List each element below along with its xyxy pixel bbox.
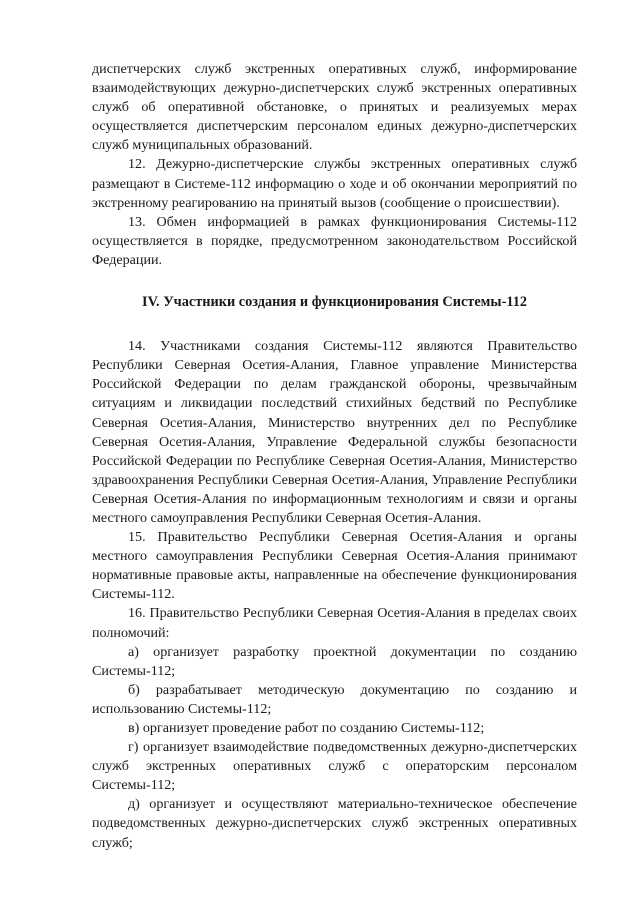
section-heading: IV. Участники создания и функционирования Системы-112	[142, 294, 527, 311]
list-item-a: а) организует разработку проектной документации по созданию Системы-112;	[92, 643, 577, 679]
list-item-d: д) организует и осуществляют материально-техническое обеспечение подведомственных дежурно-диспетчерских служб экстренных оперативных служб;	[92, 796, 577, 851]
paragraph-continuation: диспетчерских служб экстренных оперативных служб, информирование взаимодействующих дежурно-диспетчерских служб экстренных оперативных служб об оперативной обстановке, о принятых и реализуемых мерах осуществляется диспетчерским персоналом единых дежурно-диспетчерских служб муниципальных образований.	[92, 61, 577, 154]
paragraph-13: 13. Обмен информацией в рамках функционирования Системы-112 осуществляется в порядке, предусмотренном законодательством Российской Федерации.	[92, 213, 577, 268]
list-item-v: в) организует проведение работ по созданию Системы-112;	[128, 720, 485, 736]
paragraph-14: 14. Участниками создания Системы-112 являются Правительство Республики Северная Осетия-Алания, Главное управление Министерства Российской Федерации по делам гражданской обороны, чрезвычайным ситуациям и ликвидации последствий стихийных бедствий по Республике Северная Осетия-Алания, Министерство внутренних дел по Республике Северная Осетия-Алания, Управление Федеральной службы безопасности Российской Федерации по Республике Северная Осетия-Алания, Министерство здравоохранения Республики Северная Осетия-Алания, Управление Республики Северная Осетия-Алания по информационным технологиям и связи и органы местного самоуправления Республики Северная Осетия-Алания.	[92, 338, 577, 526]
paragraph-15: 15. Правительство Республики Северная Осетия-Алания и органы местного самоуправления Республики Северная Осетия-Алания принимают нормативные правовые акты, направленные на обеспечение функционирования Системы-112.	[92, 529, 577, 603]
paragraph-12: 12. Дежурно-диспетчерские службы экстренных оперативных служб размещают в Системе-112 информацию о ходе и об окончании мероприятий по экстренному реагированию на принятый вызов (сообщение о происшествии).	[92, 156, 577, 211]
list-item-b: б) разрабатывает методическую документацию по созданию и использованию Системы-112;	[92, 681, 577, 717]
paragraph-16: 16. Правительство Республики Северная Осетия-Алания в пределах своих полномочий:	[92, 605, 577, 641]
document-page	[92, 60, 577, 853]
list-item-g: г) организует взаимодействие подведомственных дежурно-диспетчерских служб экстренных оперативных служб с операторским персоналом Системы-112;	[92, 739, 577, 794]
